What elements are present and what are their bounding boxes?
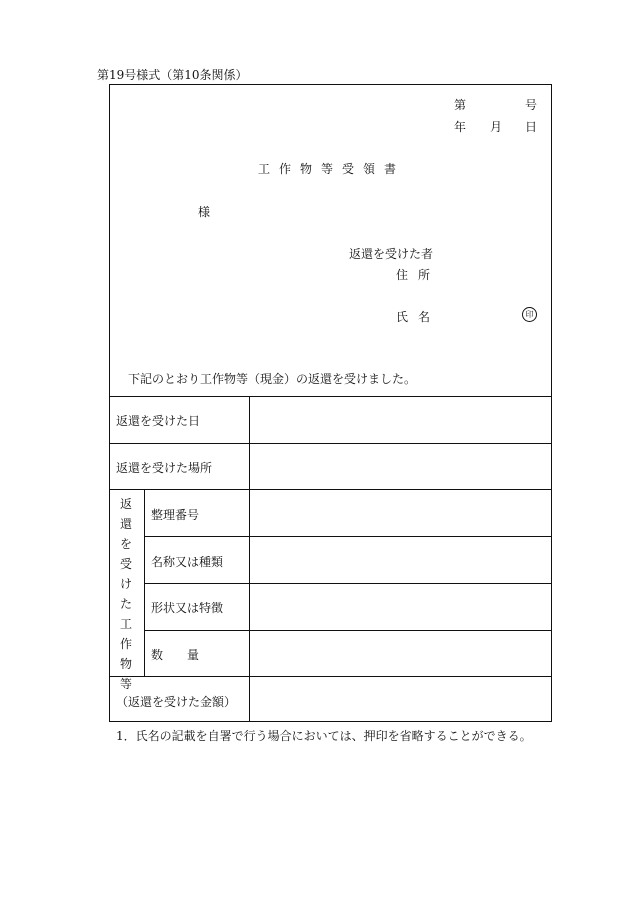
items-group-char: け <box>119 577 132 591</box>
number-prefix: 第 <box>454 98 467 112</box>
row-label-return-date: 返還を受けた日 <box>116 414 201 428</box>
items-group-char: 作 <box>119 637 132 651</box>
date-year-label: 年 <box>454 120 467 134</box>
divider-group-column <box>144 489 145 676</box>
divider-row-serial <box>144 536 552 537</box>
statement-text: 下記のとおり工作物等（現金）の返還を受けました。 <box>128 372 417 386</box>
items-group-char: 受 <box>119 557 132 571</box>
items-group-char: 返 <box>119 497 132 511</box>
items-group-char: 工 <box>119 617 132 631</box>
divider-row-place <box>109 489 552 490</box>
row-label-return-place: 返還を受けた場所 <box>116 461 213 475</box>
items-group-vertical-label <box>112 494 140 694</box>
recipient-heading: 返還を受けた者 <box>349 247 434 261</box>
receipt-form-frame <box>109 84 552 722</box>
address-label: 住所 <box>396 268 441 282</box>
divider-row-shape <box>144 630 552 631</box>
items-group-char: 還 <box>119 517 132 531</box>
document-title: 工作物等受領書 <box>258 162 406 176</box>
date-day-label: 日 <box>525 120 538 134</box>
items-group-char: 等 <box>119 677 132 691</box>
divider-row-name <box>144 583 552 584</box>
footnote: 1．氏名の記載を自署で行う場合においては、押印を省略することができる。 <box>116 729 532 743</box>
addressee-suffix: 様 <box>198 205 211 219</box>
items-group-char: を <box>119 537 132 551</box>
divider-row-quantity <box>109 676 552 677</box>
seal-icon: 印 <box>522 307 537 322</box>
divider-statement <box>109 396 552 397</box>
row-label-serial-number: 整理番号 <box>151 508 200 522</box>
row-label-quantity: 数 量 <box>151 648 200 662</box>
row-label-name-or-type: 名称又は種類 <box>151 555 224 569</box>
divider-row-date <box>109 443 552 444</box>
row-label-amount: （返還を受けた金額） <box>116 695 237 709</box>
items-group-char: 物 <box>119 657 132 671</box>
items-group-char: た <box>119 597 132 611</box>
row-label-shape-or-features: 形状又は特徴 <box>151 601 224 615</box>
number-suffix: 号 <box>525 98 538 112</box>
divider-label-column <box>249 396 250 722</box>
form-label: 第19号様式（第10条関係） <box>97 68 248 82</box>
date-month-label: 月 <box>490 120 503 134</box>
name-label: 氏名 <box>396 310 441 324</box>
